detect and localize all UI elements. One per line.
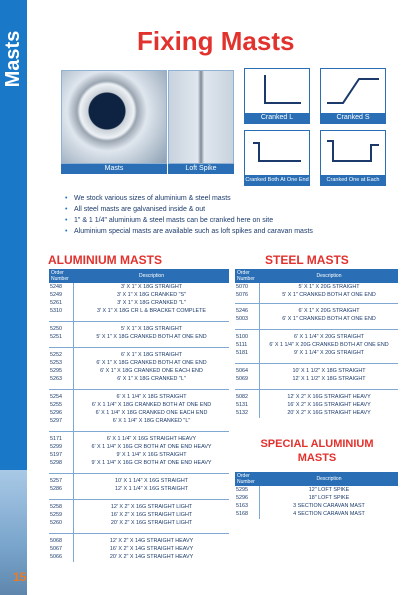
table-group-divider [49, 533, 229, 534]
description-cell: 6' X 1 1/4" X 18G STRAIGHT [116, 394, 187, 400]
table-row [49, 351, 229, 359]
description-cell: 10' X 1 1/2" X 18G STRAIGHT [292, 368, 366, 374]
order-number-header: Order Number [237, 473, 255, 485]
order-number-cell: 5111 [236, 342, 248, 348]
table-row [235, 409, 398, 417]
cranked-l-caption: Cranked L [245, 113, 309, 123]
table-row [49, 299, 229, 307]
description-cell: 9' X 1 1/4" X 16G CR BOTH AT ONE END HEAVY [91, 460, 212, 466]
cranked-s-caption: Cranked S [321, 113, 385, 123]
sidebar [0, 0, 27, 595]
steel-masts-title: STEEL MASTS [265, 253, 349, 267]
description-cell: 18" LOFT SPIKE [308, 495, 350, 501]
table-row [49, 375, 229, 383]
description-cell: 6' X 1" X 20G STRAIGHT [298, 308, 360, 314]
table-row [49, 451, 229, 459]
order-number-header: Order Number [237, 270, 255, 282]
table-row [235, 349, 398, 357]
description-cell: 6' X 1 1/4" X 16G CR BOTH AT ONE END HEAVY [91, 444, 212, 450]
description-cell: 20' X 2" X 14G STRAIGHT HEAVY [109, 554, 194, 560]
description-cell: 5' X 1" X 18G CRANKED BOTH AT ONE END [96, 334, 207, 340]
table-row [235, 393, 398, 401]
order-number-cell: 5082 [236, 394, 248, 400]
table-row [49, 401, 229, 409]
order-number-cell: 5248 [50, 284, 62, 290]
order-number-cell: 5067 [50, 546, 62, 552]
table-row [49, 325, 229, 333]
order-number-cell: 5259 [50, 512, 62, 518]
description-header: Description [316, 273, 342, 279]
description-cell: 9' X 1 1/4" X 20G STRAIGHT [293, 350, 365, 356]
table-row [235, 486, 398, 494]
description-cell: 3' X 1" X 18G CRANKED "L" [117, 300, 186, 306]
cranked-both-one-end-icon [245, 131, 309, 175]
steel-table-header [235, 269, 398, 283]
description-cell: 10' X 1 1/4" X 16G STRAIGHT [114, 478, 189, 484]
order-number-cell: 5295 [50, 368, 62, 374]
cranked-one-each-end-caption: Cranked One at Each End [321, 175, 385, 185]
order-number-cell: 5066 [50, 554, 62, 560]
cranked-l-icon [245, 69, 309, 113]
table-row [49, 333, 229, 341]
order-number-cell: 5163 [236, 503, 248, 509]
table-row [235, 367, 398, 375]
description-cell: 6' X 1 1/4" X 18G CRANKED BOTH AT ONE END [91, 402, 212, 408]
special-table-header [235, 472, 398, 486]
table-row [49, 553, 229, 561]
table-row [49, 291, 229, 299]
mast-photo [61, 70, 167, 164]
table-row [49, 477, 229, 485]
order-number-cell: 5197 [50, 452, 62, 458]
table-group-divider [49, 347, 229, 348]
description-cell: 6' X 1 1/4" X 18G CRANKED ONE EACH END [95, 410, 208, 416]
description-cell: 3 SECTION CARAVAN MAST [293, 503, 365, 509]
order-number-cell: 5069 [236, 376, 248, 382]
description-cell: 6' X 1 1/4" X 18G CRANKED "L" [112, 418, 191, 424]
cranked-l-diagram [244, 68, 310, 124]
aluminium-table-header [49, 269, 229, 283]
order-number-cell: 5070 [236, 284, 248, 290]
description-cell: 6' X 1" X 18G CRANKED ONE EACH END [100, 368, 203, 374]
description-cell: 12" LOFT SPIKE [308, 487, 350, 493]
order-number-cell: 5258 [50, 504, 62, 510]
description-cell: 5' X 1" X 18G STRAIGHT [120, 326, 183, 332]
aluminium-masts-title: ALUMINIUM MASTS [48, 253, 162, 267]
table-group-divider [49, 499, 229, 500]
order-number-cell: 5131 [236, 402, 248, 408]
order-number-cell: 5251 [50, 334, 62, 340]
order-number-cell: 5254 [50, 394, 62, 400]
table-row [235, 494, 398, 502]
description-cell: 6' X 1" X 18G CRANKED "L" [117, 376, 186, 382]
feature-bullets [62, 193, 313, 237]
description-cell: 12' X 2" X 14G STRAIGHT HEAVY [109, 538, 194, 544]
cranked-s-icon [321, 69, 385, 113]
order-number-cell: 5003 [236, 316, 248, 322]
order-number-cell: 5296 [50, 410, 62, 416]
table-group-divider [49, 389, 229, 390]
order-number-cell: 5181 [236, 350, 248, 356]
description-cell: 16' X 2" X 16G STRAIGHT HEAVY [287, 402, 371, 408]
table-group-divider [235, 329, 398, 330]
order-number-cell: 5100 [236, 334, 248, 340]
table-row [49, 307, 229, 315]
description-cell: 3' X 1" X 18G CRANKED "S" [116, 292, 187, 298]
sidebar-label: Masts [2, 30, 24, 88]
table-row [235, 291, 398, 299]
table-row [49, 511, 229, 519]
description-cell: 20' X 2" X 16G STRAIGHT HEAVY [287, 410, 371, 416]
table-row [235, 283, 398, 291]
mast-photo-caption: Masts [61, 164, 167, 174]
order-number-cell: 5064 [236, 368, 248, 374]
description-cell: 12' X 2" X 16G STRAIGHT LIGHT [110, 504, 193, 510]
order-number-cell: 5249 [50, 292, 62, 298]
description-cell: 6' X 1" CRANKED BOTH AT ONE END [282, 316, 376, 322]
cranked-one-each-end-icon [321, 131, 385, 175]
order-number-cell: 5299 [50, 444, 62, 450]
order-number-cell: 5246 [236, 308, 248, 314]
special-masts-title-line1: SPECIAL ALUMINIUM [260, 438, 374, 450]
description-cell: 12' X 1 1/4" X 16G STRAIGHT [114, 486, 189, 492]
order-number-cell: 5296 [236, 495, 248, 501]
description-cell: 3' X 1" X 18G CR L & BRACKET COMPLETE [97, 308, 206, 314]
table-row [49, 393, 229, 401]
table-row [49, 283, 229, 291]
table-row [49, 545, 229, 553]
cranked-one-each-end-diagram [320, 130, 386, 193]
loft-spike-caption: Loft Spike [168, 164, 234, 174]
table-row [49, 503, 229, 511]
page-title: Fixing Masts [137, 26, 295, 56]
order-number-cell: 5257 [50, 478, 62, 484]
table-group-divider [49, 431, 229, 432]
order-number-cell: 5253 [50, 360, 62, 366]
table-row [49, 409, 229, 417]
description-cell: 9' X 1 1/4" X 16G STRAIGHT [116, 452, 187, 458]
table-group-divider [49, 321, 229, 322]
description-cell: 6' X 1 1/4" X 20G STRAIGHT [293, 334, 365, 340]
table-row [49, 417, 229, 425]
table-row [49, 459, 229, 467]
description-cell: 12' X 2" X 16G STRAIGHT HEAVY [287, 394, 371, 400]
order-number-header: Order Number [51, 270, 69, 282]
description-cell: 16' X 2" X 14G STRAIGHT HEAVY [109, 546, 194, 552]
order-number-cell: 5132 [236, 410, 248, 416]
order-number-cell: 5250 [50, 326, 62, 332]
order-number-cell: 5252 [50, 352, 62, 358]
table-row [49, 435, 229, 443]
order-number-cell: 5168 [236, 511, 248, 517]
bullet-item: • Aluminium special masts are available such as loft spikes and caravan masts [62, 226, 313, 237]
bullet-item: • We stock various sizes of aluminium & steel masts [62, 193, 313, 204]
bullet-item: • All steel masts are galvanised inside & out [62, 204, 313, 215]
cranked-both-one-end-caption: Cranked Both At One End [245, 177, 309, 183]
description-cell: 6' X 1 1/4" X 16G STRAIGHT HEAVY [106, 436, 197, 442]
table-row [49, 367, 229, 375]
table-row [235, 341, 398, 349]
description-header: Description [138, 273, 164, 279]
description-cell: 20' X 2" X 16G STRAIGHT LIGHT [110, 520, 193, 526]
description-cell: 16' X 2" X 16G STRAIGHT LIGHT [110, 512, 193, 518]
description-cell: 12' X 1 1/2" X 18G STRAIGHT [292, 376, 366, 382]
loft-spike-photo [168, 70, 234, 164]
description-cell: 6' X 1" X 18G STRAIGHT [120, 352, 183, 358]
table-row [235, 307, 398, 315]
table-row [49, 519, 229, 527]
table-row [235, 401, 398, 409]
table-row [49, 537, 229, 545]
table-row [49, 359, 229, 367]
description-cell: 3' X 1" X 18G STRAIGHT [120, 284, 183, 290]
description-cell: 6' X 1 1/4" X 20G CRANKED BOTH AT ONE END [269, 342, 389, 348]
order-number-cell: 5297 [50, 418, 62, 424]
order-number-cell: 5076 [236, 292, 248, 298]
bullet-item: • 1" & 1 1/4" aluminium & steel masts can be cranked here on site [62, 215, 313, 226]
description-cell: 4 SECTION CARAVAN MAST [293, 511, 365, 517]
order-number-cell: 5310 [50, 308, 62, 314]
description-cell: 5' X 1" CRANKED BOTH AT ONE END [282, 292, 376, 298]
table-row [235, 510, 398, 518]
order-number-cell: 5261 [50, 300, 62, 306]
cranked-both-one-end-diagram [244, 130, 310, 186]
description-cell: 6' X 1" X 18G CRANKED BOTH AT ONE END [96, 360, 207, 366]
description-header: Description [316, 476, 342, 482]
description-cell: 5' X 1" X 20G STRAIGHT [298, 284, 360, 290]
page-number: 15 [13, 570, 27, 584]
table-row [235, 333, 398, 341]
order-number-cell: 5171 [50, 436, 62, 442]
table-row [49, 443, 229, 451]
order-number-cell: 5255 [50, 402, 62, 408]
table-row [235, 502, 398, 510]
table-group-divider [235, 389, 398, 390]
table-row [49, 485, 229, 493]
order-number-cell: 5298 [50, 460, 62, 466]
order-number-cell: 5263 [50, 376, 62, 382]
table-group-divider [235, 303, 398, 304]
table-row [235, 315, 398, 323]
table-row [235, 375, 398, 383]
order-number-cell: 5068 [50, 538, 62, 544]
table-group-divider [49, 473, 229, 474]
table-group-divider [235, 363, 398, 364]
cranked-s-diagram [320, 68, 386, 124]
order-number-cell: 5260 [50, 520, 62, 526]
order-number-cell: 5295 [236, 487, 248, 493]
special-masts-title-line2: MASTS [297, 452, 337, 464]
order-number-cell: 5286 [50, 486, 62, 492]
